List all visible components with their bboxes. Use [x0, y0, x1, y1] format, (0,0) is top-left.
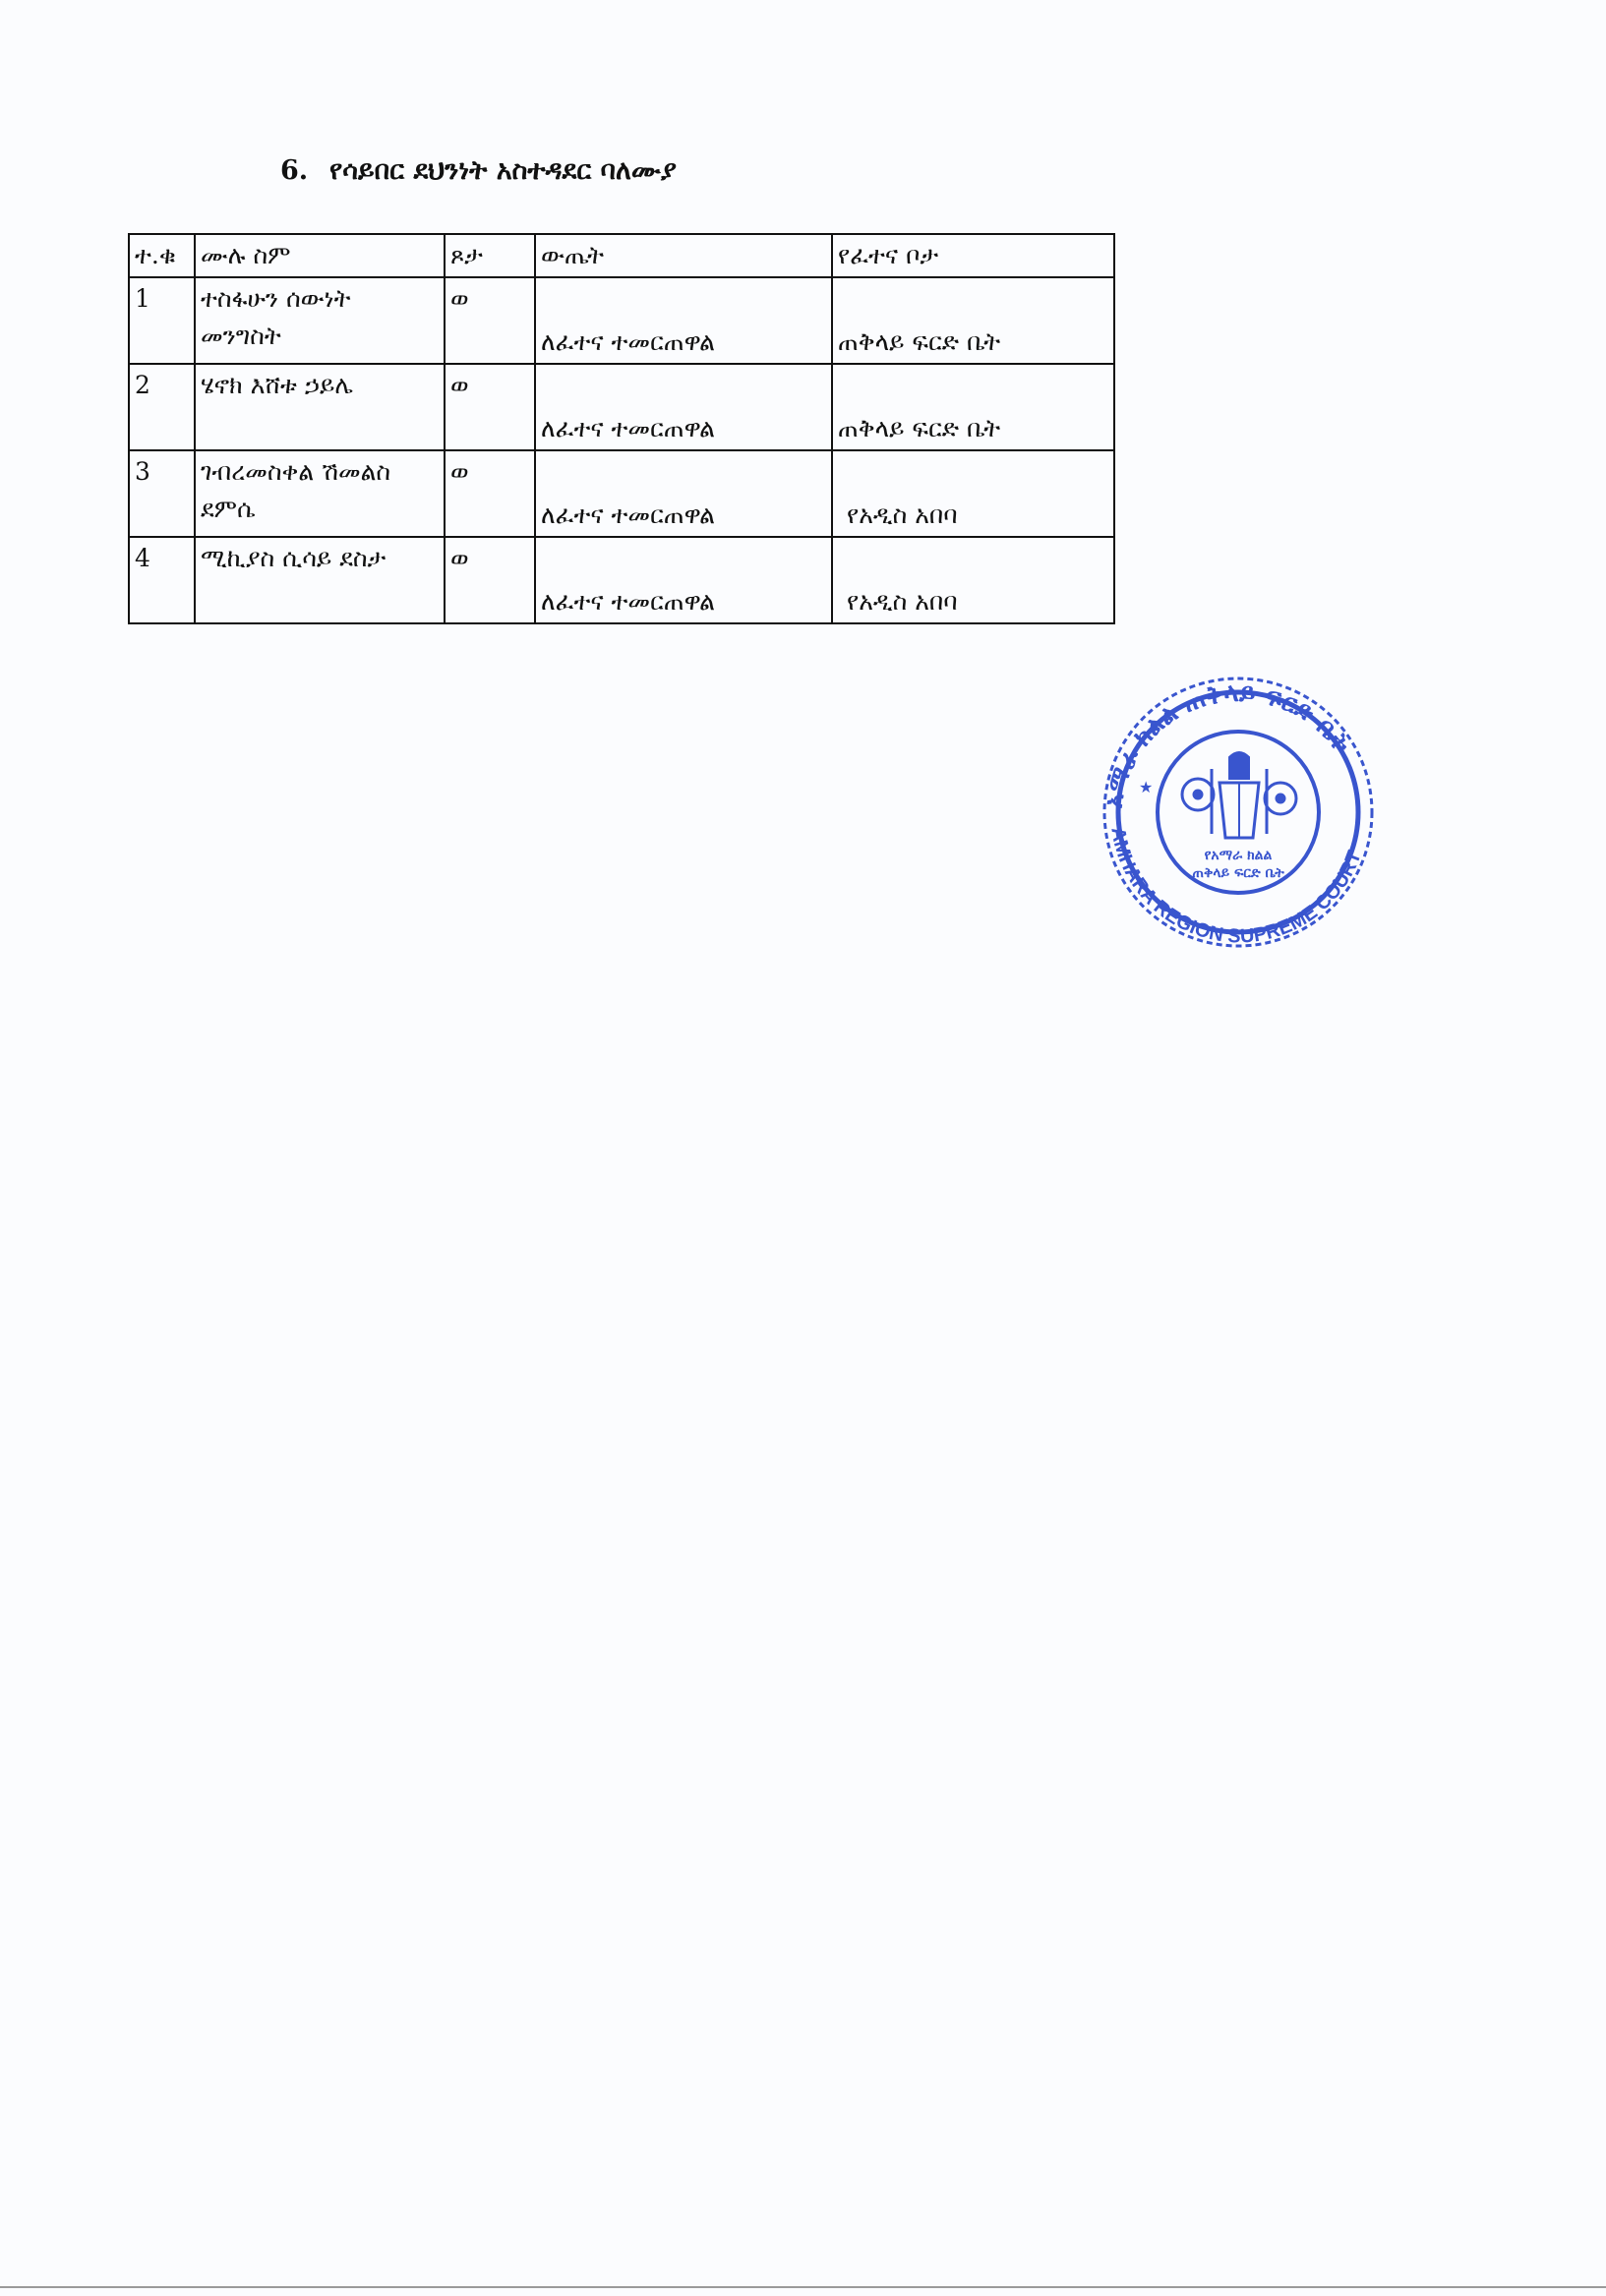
stamp-text-bottom: AMHARA REGION SUPREME COURT [1106, 825, 1366, 948]
section-number: 6. [280, 155, 309, 186]
header-sex: ጾታ [445, 234, 535, 277]
cell-name: ሚኪያስ ሲሳይ ደስታ [195, 537, 445, 623]
header-result: ውጤት [535, 234, 832, 277]
stamp-inner-text-1: የአማራ ክልል [1204, 848, 1273, 863]
cell-no: 3 [129, 450, 195, 537]
cell-no: 1 [129, 277, 195, 364]
cell-name: ተስፋሁን ሰውነት መንግስት [195, 277, 445, 364]
header-no: ተ.ቁ [129, 234, 195, 277]
table-row [129, 364, 1114, 450]
cell-result: ለፈተና ተመርጠዋል [535, 364, 832, 450]
cell-sex: ወ [445, 450, 535, 537]
table-row [129, 537, 1114, 623]
cell-sex: ወ [445, 277, 535, 364]
candidates-table [128, 233, 1115, 624]
stamp-emblem [1182, 752, 1296, 838]
stamp-text-top: አማራ ክልል ጠቅላይ ፍርድ ቤት [1099, 677, 1357, 810]
cell-place: ጠቅላይ ፍርድ ቤት [832, 364, 1114, 450]
cell-name: ሄኖክ እሸቱ ኃይሌ [195, 364, 445, 450]
section-heading [280, 155, 677, 187]
court-seal-stamp [1082, 667, 1395, 952]
table-row [129, 450, 1114, 537]
cell-result: ለፈተና ተመርጠዋል [535, 537, 832, 623]
cell-place: የአዲስ አበባ [832, 537, 1114, 623]
star-icon: ★ [1139, 778, 1154, 796]
table-row [129, 277, 1114, 364]
cell-name: ገብረመስቀል ሽመልስ ደምሴ [195, 450, 445, 537]
cell-sex: ወ [445, 364, 535, 450]
cell-no: 2 [129, 364, 195, 450]
cell-result: ለፈተና ተመርጠዋል [535, 277, 832, 364]
cell-sex: ወ [445, 537, 535, 623]
page-bottom-rule [0, 2286, 1606, 2288]
stamp-inner-text-2: ጠቅላይ ፍርድ ቤት [1192, 865, 1284, 881]
cell-place: ጠቅላይ ፍርድ ቤት [832, 277, 1114, 364]
cell-result: ለፈተና ተመርጠዋል [535, 450, 832, 537]
header-name: ሙሉ ስም [195, 234, 445, 277]
header-place: የፈተና ቦታ [832, 234, 1114, 277]
cell-no: 4 [129, 537, 195, 623]
section-title: የሳይበር ደህንነት አስተዳደር ባለሙያ [329, 155, 677, 186]
table-header-row [129, 234, 1114, 277]
cell-place: የአዲስ አበባ [832, 450, 1114, 537]
